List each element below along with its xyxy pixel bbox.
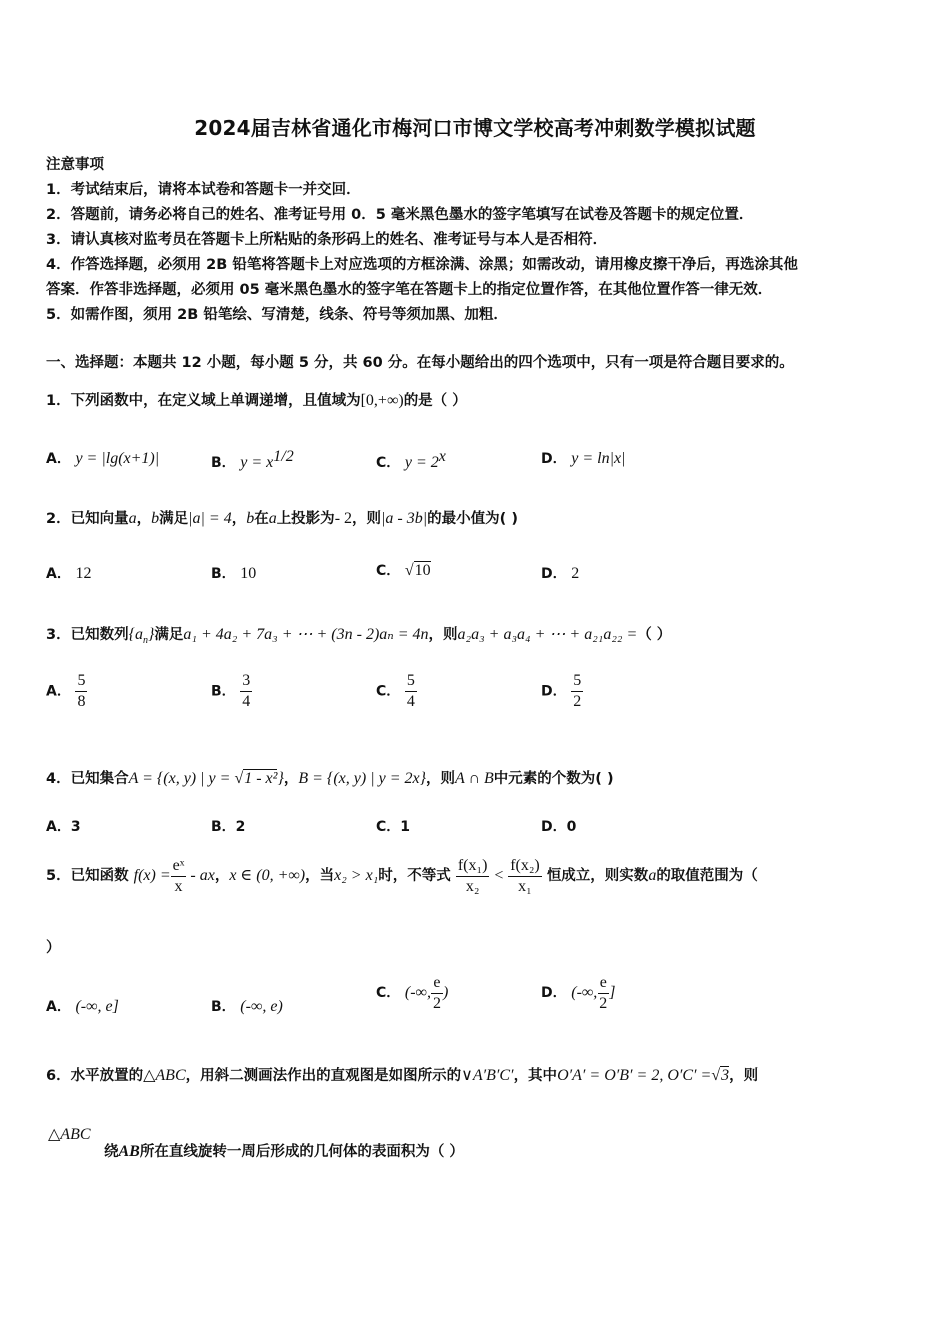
q4-option-d[interactable]: D．0 [541,819,577,835]
notice-item: 答案．作答非选择题，必须用 05 毫米黑色墨水的签字笔在答题卡上的指定位置作答，在其他位置作答一律无效． [46,282,773,298]
section-heading: 一、选择题：本题共 12 小题，每小题 5 分，共 60 分。在每小题给出的四个选项中，只有一项是符合题目要求的。 [46,355,794,371]
q6-intuitive-triangle: ∨A′B′C′ [461,1067,514,1084]
q6-triangle: △ABC [143,1067,186,1084]
q2-option-a[interactable]: A． 12 [46,565,92,582]
q1-option-a-expr: y = |lg(x+1)| [75,450,160,467]
notice-item: 1．考试结束后，请将本试卷和答题卡一并交回． [46,182,361,198]
q1-option-b[interactable]: B． $y = x^{1/2}$ [211,448,294,471]
q1-option-a[interactable]: A． y = |lg(x+1)| [46,450,160,467]
q4-option-a[interactable]: A．3 [46,819,81,835]
q1-option-c[interactable]: C． $y = 2^x$ [376,448,446,471]
q1-option-d-expr: y = ln|x| [571,450,626,467]
notice-heading: 注意事项 [46,157,104,173]
q1-option-c-expr: y = 2 [404,453,439,471]
notice-item: 2．答题前，请务必将自己的姓名、准考证号用 0．5 毫米黑色墨水的签字笔填写在试卷及答题卡的规定位置． [46,207,754,223]
q3-condition: a₁ + 4a₂ + 7a₃ + ⋯ + (3n - 2)aₙ = 4n [183,626,429,643]
q1-text: 1．下列函数中，在定义域上单调递增，且值域为 [46,393,361,409]
sqrt-sign: √ [404,562,414,579]
question-6: 6．水平放置的△ABC，用斜二测画法作出的直观图是如图所示的∨A′B′C′，其中O′A′ = O′B′ = 2, O′C′ =√3，则 [46,1067,759,1084]
q3-option-b[interactable]: B． $\frac{3}{4}$ [211,672,251,710]
q4-set-b: B = {(x, y) | y = 2x} [298,770,426,787]
q2-option-b[interactable]: B． 10 [211,565,257,582]
q2-expression: |a - 3b| [381,510,428,527]
q5-option-d[interactable]: D． (-∞, $\frac{e}{2}$ ] [541,974,616,1012]
q5-condition: x₂ > x₁ [334,867,379,885]
q3-sequence: $\{a_n\}$ [128,626,155,647]
q6-condition: O′A′ = O′B′ = 2, O′C′ =√3 [557,1067,730,1084]
notice-item: 3．请认真核对监考员在答题卡上所粘贴的条形码上的姓名、准考证号与本人是否相符． [46,232,608,248]
q3-expression: a₂a₃ + a₃a₄ + ⋯ + a₂₁a₂₂ = [457,626,638,643]
q5-option-a[interactable]: A． (-∞, e] [46,998,119,1015]
q1-option-d[interactable]: D． y = ln|x| [541,450,626,467]
q4-set-a: A = {(x, y) | y = √1 - x²} [128,770,284,787]
q1-text-end: 的是（ ） [403,393,467,409]
q1-option-c-exp: x [438,448,446,465]
question-6-cont: 绕AB所在直线旋转一周后形成的几何体的表面积为（ ） [104,1143,464,1160]
question-4: 4．已知集合A = {(x, y) | y = √1 - x²}，B = {(x, y) | y = 2x}，则A ∩ B中元素的个数为( ) [46,770,614,787]
q2-option-c[interactable]: C． √10 [376,562,431,579]
q6-triangle-2: △ABC [48,1126,91,1143]
question-1 [46,389,467,410]
q3-option-a[interactable]: A． $\frac{5}{8}$ [46,672,86,710]
q3-option-c[interactable]: C． $\frac{5}{4}$ [376,672,415,710]
q5-inequality: $\frac{\text{f(x₁)}}{\text{x₂}}$ < $\frac{\text{f(x₂)}}{\text{x₁}}$ [457,857,540,895]
q4-option-c[interactable]: C．1 [376,819,411,835]
q1-option-b-exp: 1/2 [273,448,294,465]
q1-range: [0,+∞) [360,392,404,409]
question-5: 5．已知函数 f(x) = $\frac{\text{eˣ}}{x}$ - ax，x ∈ (0, +∞)，当x₂ > x₁时，不等式 $\frac{\text{f(x₁)}}{\text{x₂}}$ < $\frac{\text{f(x₂)}}{\text{x₁}}$ 恒成立，则实数a的取值范围为（ [46,857,758,895]
q4-option-b[interactable]: B．2 [211,819,246,835]
q2-projection: - 2 [334,510,353,527]
question-3: 3．已知数列$\{a_n\}$满足a₁ + 4a₂ + 7a₃ + ⋯ + (3n - 2)aₙ = 4n，则a₂a₃ + a₃a₄ + ⋯ + a₂₁a₂₂ =（ ） [46,626,672,647]
q4-intersection: A ∩ B [454,770,494,787]
notice-item: 4．作答选择题，必须用 2B 铅笔将答题卡上对应选项的方框涂满、涂黑；如需改动，请用橡皮擦干净后，再选涂其他 [46,257,798,273]
q5-close-paren: ） [46,940,61,956]
q1-option-b-expr: y = x [240,453,274,471]
q2-condition: |a| = 4 [188,510,232,527]
notice-item: 5．如需作图，须用 2B 铅笔绘、写清楚，线条、符号等须加黑、加粗． [46,307,508,323]
page-title: 2024届吉林省通化市梅河口市博文学校高考冲刺数学模拟试题 [194,116,756,140]
q3-option-d[interactable]: D． $\frac{5}{2}$ [541,672,582,710]
q5-domain: x ∈ (0, +∞) [229,867,306,885]
question-2: 2．已知向量a，b满足|a| = 4，b在a上投影为- 2，则|a - 3b|的最小值为( ) [46,510,518,527]
q2-option-d[interactable]: D． 2 [541,565,580,582]
q5-option-b[interactable]: B． (-∞, e) [211,998,283,1015]
q5-function: f(x) = $\frac{\text{eˣ}}{x}$ - ax [133,857,215,895]
q5-option-c[interactable]: C． (-∞, $\frac{e}{2}$ ) [376,974,449,1012]
